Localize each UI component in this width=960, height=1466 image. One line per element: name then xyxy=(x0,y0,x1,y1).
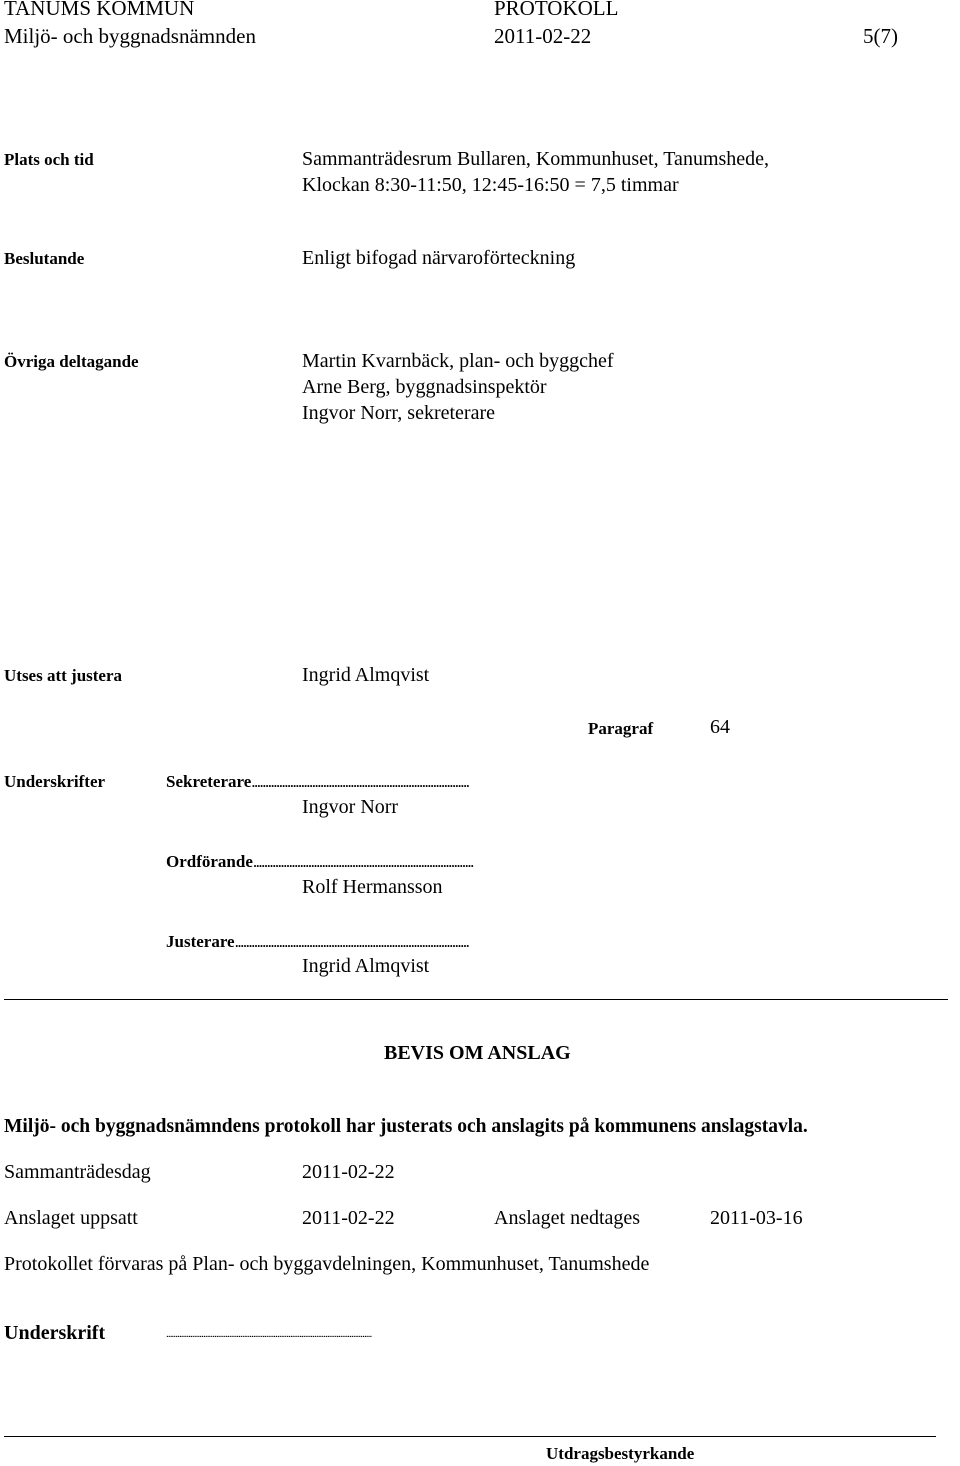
place-line-2: Klockan 8:30-11:50, 12:45-16:50 = 7,5 timmar xyxy=(302,174,679,196)
signature-dots: ..................................................................................... xyxy=(234,932,469,951)
secretary-role: Sekreterare xyxy=(166,772,252,791)
chair-role: Ordförande xyxy=(166,852,253,871)
place-line-1: Sammanträdesrum Bullaren, Kommunhuset, Tanumshede, xyxy=(302,148,770,170)
meeting-date-label: Sammanträdesdag xyxy=(4,1161,151,1183)
other-participant: Martin Kvarnbäck, plan- och byggchef xyxy=(302,350,614,372)
paragraph-label: Paragraf xyxy=(588,719,654,738)
section-divider xyxy=(4,999,948,1000)
adjuster-role: Justerare xyxy=(166,932,235,951)
deciding-value: Enligt bifogad närvaroförteckning xyxy=(302,247,576,269)
committee-name: Miljö- och byggnadsnämnden xyxy=(4,24,256,48)
footer-divider xyxy=(4,1436,936,1437)
posted-value: 2011-02-22 xyxy=(302,1207,395,1229)
deciding-label: Beslutande xyxy=(4,249,85,268)
adjuster-signature-line[interactable] xyxy=(166,933,468,950)
certified-label: Utdragsbestyrkande xyxy=(546,1444,695,1463)
posted-label: Anslaget uppsatt xyxy=(4,1207,138,1229)
chair-name: Rolf Hermansson xyxy=(302,876,443,898)
adjuster-signature-name: Ingrid Almqvist xyxy=(302,955,430,977)
secretary-signature-line[interactable] xyxy=(166,773,469,790)
signature-field[interactable]: ............................................................................................................... xyxy=(166,1328,372,1340)
adjuster-label: Utses att justera xyxy=(4,666,123,685)
others-label: Övriga deltagande xyxy=(4,352,139,371)
signature-dots: ................................................................................ xyxy=(252,852,473,871)
document-type: PROTOKOLL xyxy=(494,0,619,20)
chair-signature-line[interactable] xyxy=(166,853,473,870)
removed-value: 2011-03-16 xyxy=(710,1207,803,1229)
paragraph-value: 64 xyxy=(710,716,730,738)
other-participant: Ingvor Norr, sekreterare xyxy=(302,402,495,424)
other-participant: Arne Berg, byggnadsinspektör xyxy=(302,376,547,398)
signature-dots: ............................................................................... xyxy=(251,772,469,791)
adjuster-value: Ingrid Almqvist xyxy=(302,664,430,686)
meeting-date-value: 2011-02-22 xyxy=(302,1161,395,1183)
secretary-name: Ingvor Norr xyxy=(302,796,399,818)
notice-statement: Miljö- och byggnadsnämndens protokoll har justerats och anslagits på kommunens anslagstavla. xyxy=(4,1116,808,1137)
org-name: TANUMS KOMMUN xyxy=(4,0,195,20)
signature-label: Underskrift xyxy=(4,1322,106,1344)
storage-statement: Protokollet förvaras på Plan- och byggavdelningen, Kommunhuset, Tanumshede xyxy=(4,1253,650,1275)
signatures-label: Underskrifter xyxy=(4,772,106,791)
page-number: 5(7) xyxy=(863,24,898,48)
place-label: Plats och tid xyxy=(4,150,94,169)
notice-title: BEVIS OM ANSLAG xyxy=(384,1042,571,1064)
removed-label: Anslaget nedtages xyxy=(494,1207,641,1229)
meeting-date: 2011-02-22 xyxy=(494,24,592,48)
